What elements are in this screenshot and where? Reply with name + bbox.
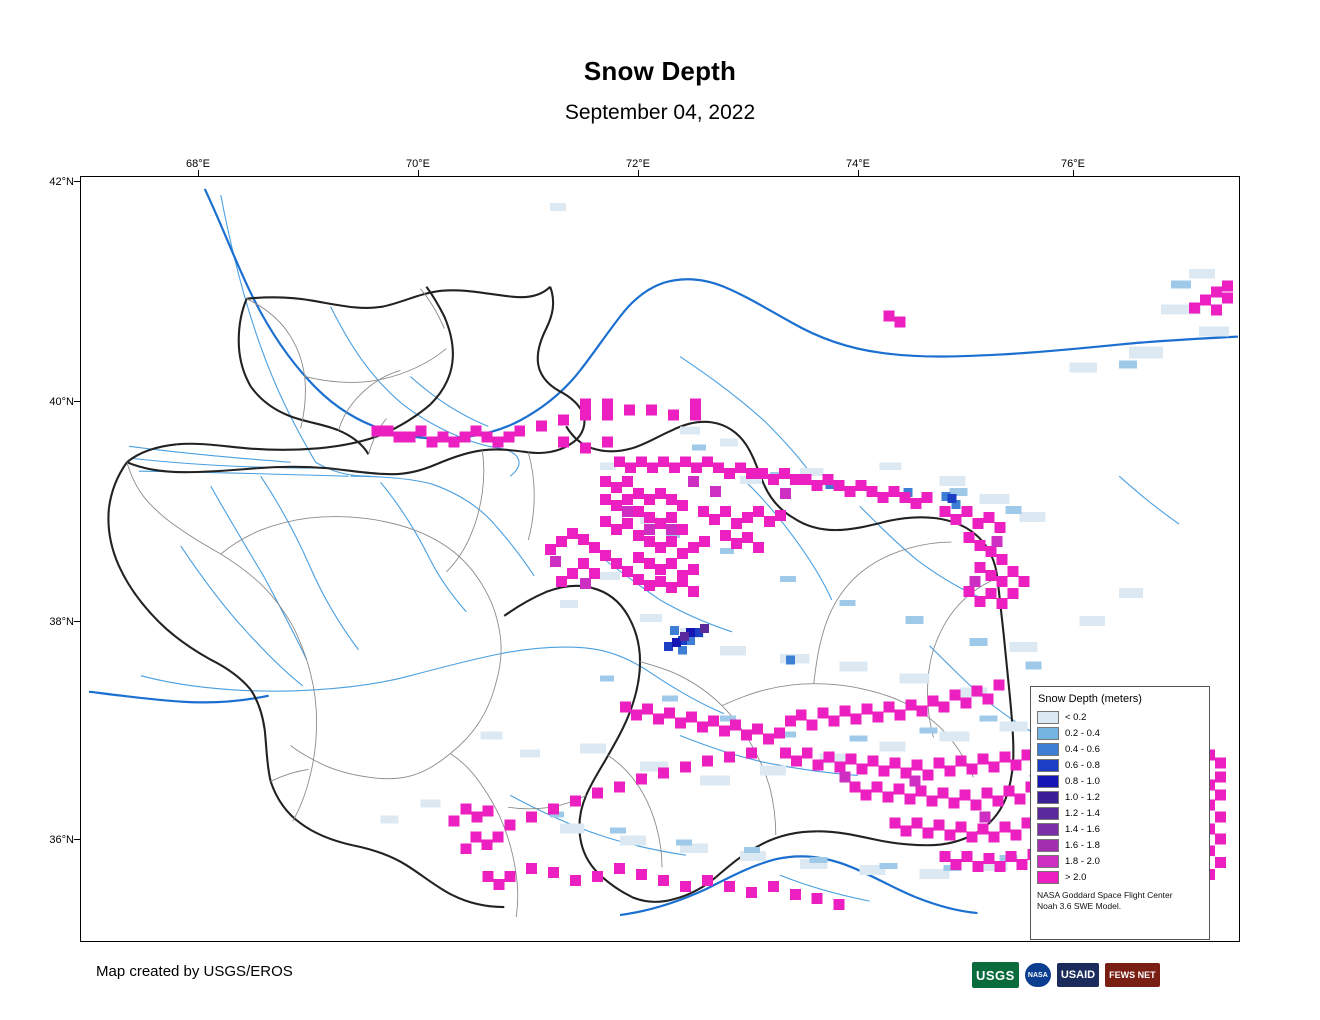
legend-swatch [1037,839,1059,852]
legend-item [1037,869,1203,885]
page-title: Snow Depth [583,56,737,86]
legend-item [1037,725,1203,741]
legend-label: 0.6 - 0.8 [1065,759,1100,771]
lat-label-38N: 38°N [49,616,74,628]
lon-label-68E: 68°E [186,158,210,170]
legend-label: < 0.2 [1065,711,1087,723]
legend-swatch [1037,711,1059,724]
usgs-logo: USGS [972,962,1019,988]
legend-item [1037,741,1203,757]
legend-label: 1.0 - 1.2 [1065,791,1100,803]
legend-label: 1.6 - 1.8 [1065,839,1100,851]
legend-item [1037,773,1203,789]
lon-label-76E: 76°E [1061,158,1085,170]
lat-label-40N: 40°N [49,396,74,408]
legend-swatch [1037,807,1059,820]
lat-label-42N: 42°N [49,176,74,188]
legend-title: Snow Depth (meters) [1038,693,1142,705]
legend-swatch [1037,871,1059,884]
legend-item [1037,821,1203,837]
legend-swatch [1037,855,1059,868]
nasa-logo: NASA [1025,963,1051,987]
logo-bar [972,960,1228,990]
legend-swatch [1037,743,1059,756]
lon-label-74E: 74°E [846,158,870,170]
legend-label: > 2.0 [1065,871,1087,883]
legend-swatch [1037,759,1059,772]
legend-panel [1030,686,1210,940]
legend-label: 1.8 - 2.0 [1065,855,1100,867]
fewsnet-logo: FEWS NET [1105,963,1160,987]
page-subtitle: September 04, 2022 [564,101,756,124]
legend-item [1037,757,1203,773]
legend-swatch [1037,823,1059,836]
lat-label-36N: 36°N [49,834,74,846]
legend-label: 0.2 - 0.4 [1065,727,1100,739]
legend-label: 1.4 - 1.6 [1065,823,1100,835]
legend-label: 0.4 - 0.6 [1065,743,1100,755]
legend-note-line1: NASA Goddard Space Flight Center [1037,890,1173,900]
usaid-logo: USAID [1057,963,1099,987]
lon-label-72E: 72°E [626,158,650,170]
legend-item [1037,805,1203,821]
legend-swatch [1037,791,1059,804]
legend-item [1037,853,1203,869]
legend-swatch [1037,727,1059,740]
legend-label: 1.2 - 1.4 [1065,807,1100,819]
legend-item [1037,709,1203,725]
legend-item [1037,837,1203,853]
lon-label-70E: 70°E [406,158,430,170]
legend-note-line2: Noah 3.6 SWE Model. [1037,901,1122,911]
legend-item [1037,789,1203,805]
legend-swatch [1037,775,1059,788]
map-credit: Map created by USGS/EROS [96,963,293,980]
legend-label: 0.8 - 1.0 [1065,775,1100,787]
